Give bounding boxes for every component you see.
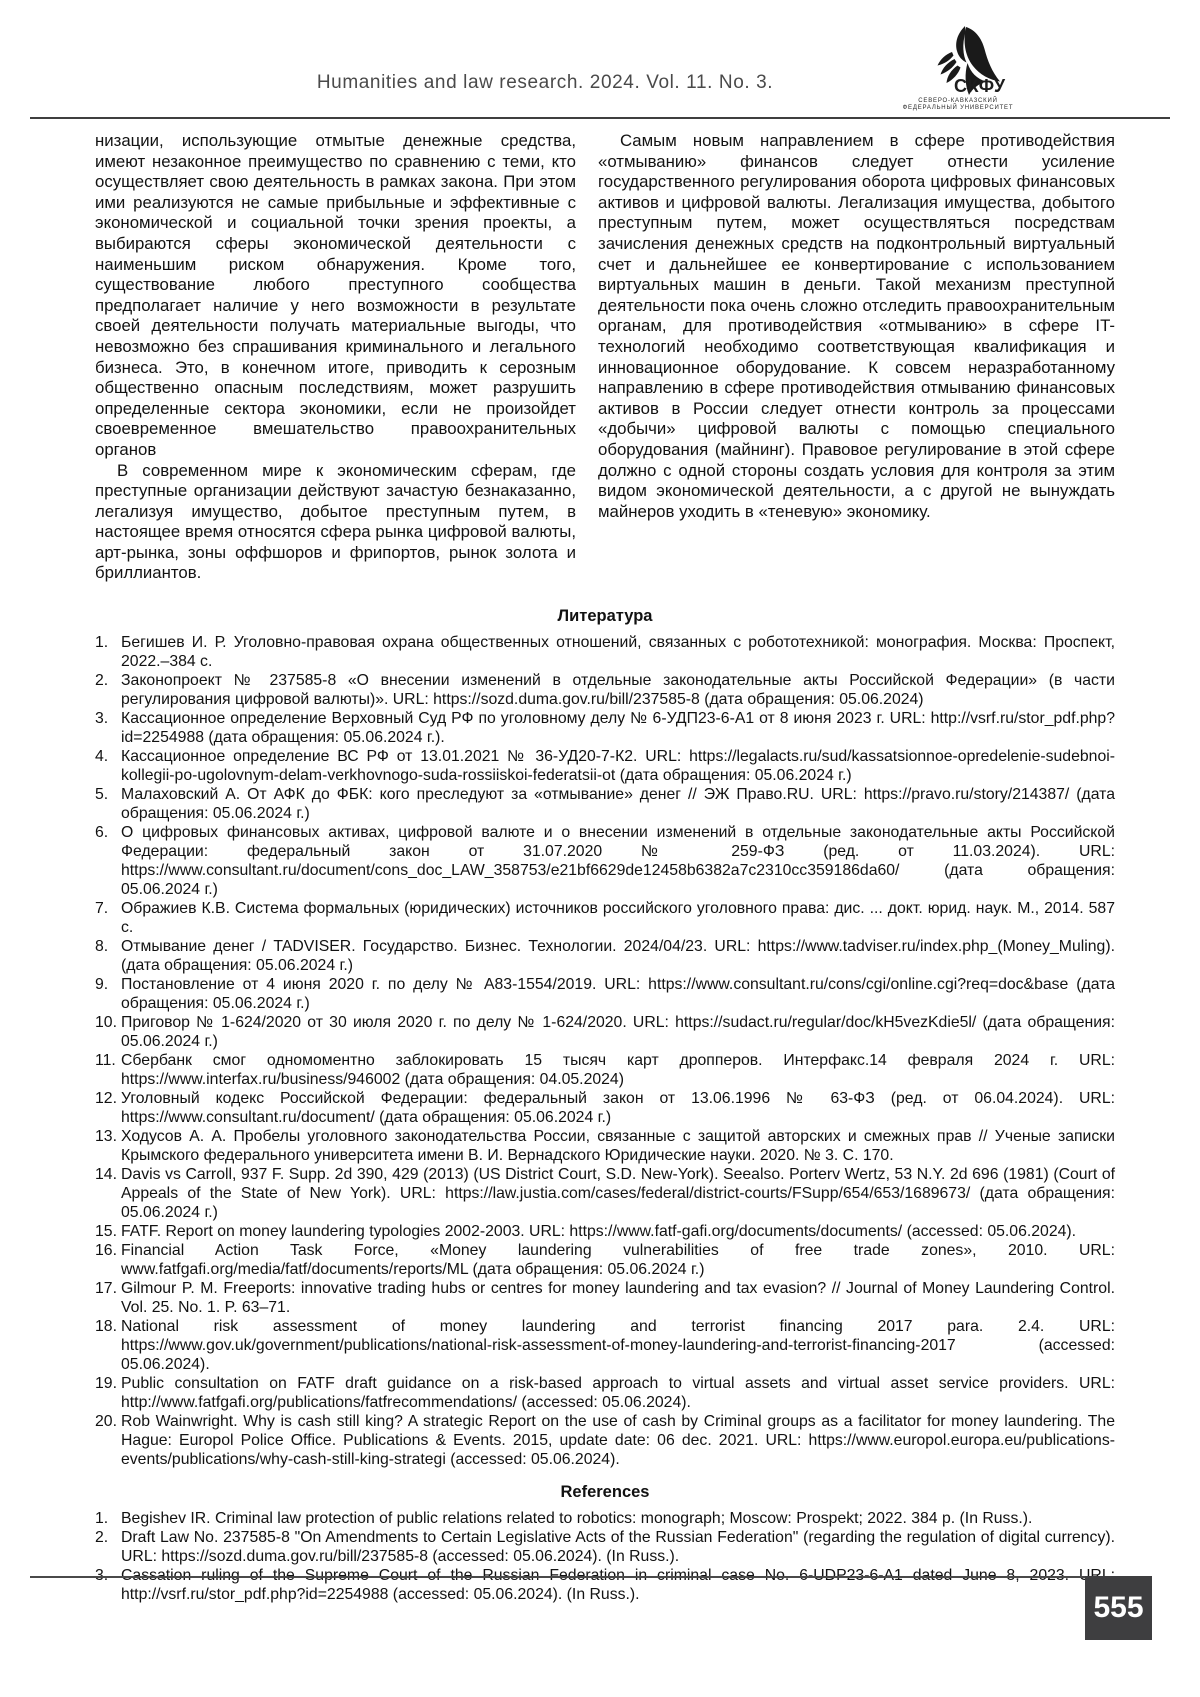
article-column-left — [95, 131, 576, 603]
literature-item: Бегишев И. Р. Уголовно-правовая охрана общественных отношений, связанных с робототехникой: монография. Москва: Проспект, 2022.–384 с. — [121, 634, 1115, 670]
literature-heading: Литература — [557, 607, 653, 625]
literature-item: Малаховский А. От АФК до ФБК: кого преследуют за «отмывание» денег // ЭЖ Право.RU. URL: https://pravo.ru/story/214387/ (дата обращения: 05.06.2024 г.) — [121, 786, 1115, 822]
literature-item: Отмывание денег / TADVISER. Государство. Бизнес. Технологии. 2024/04/23. URL: https://www.tadviser.ru/index.php_(Money_Muling). (дата обращения: 05.06.2024 г.) — [121, 938, 1115, 974]
page-number: 555 — [1093, 1591, 1144, 1624]
logo-subtitle-line1: СЕВЕРО-КАВКАЗСКИЙ — [918, 98, 998, 104]
references-item: http://vsrf.ru/stor_pdf.php?id=2254988 (accessed: 05.06.2024). (In Russ.). — [121, 1586, 640, 1603]
logo-acronym: СКФУ — [954, 76, 1006, 96]
literature-item: Законопроект № 237585-8 «О внесении изменений в отдельные законодательные акты Российской Федерации» (в части регулирования цифровой валюты)». URL: https://sozd.duma.gov.ru/bill/237585-8 (дата обращения: 05.06.2024) — [121, 672, 1115, 708]
literature-item: Приговор № 1-624/2020 от 30 июля 2020 г. по делу № 1-624/2020. URL: https://sudact.ru/regular/doc/kH5vezKdie5l/ (дата обращения: 05.06.2024 г.) — [121, 1014, 1115, 1050]
literature-item: Gilmour P. M. Freeports: innovative trading hubs or centres for money laundering and tax evasion? // Journal of Money Laundering Control. Vol. 25. No. 1. P. 63–71. — [121, 1280, 1115, 1316]
article-paragraph: низации, использующие отмытые денежные средства, имеют незаконное преимущество по сравнению с теми, кто осуществляет свою деятельность в рамках закона. При этом ими реализуются не самые прибыльные и эффективные с экономической и социальной точки зрения проекты, а выбираются сферы экономической деятельности с наименьшим риском обнаружения. Кроме того, существование любого преступного сообщества предполагает наличие у него возможности в результате своей деятельности получать материальные выгоды, что невозможно без спрашивания криминального и легального бизнеса. Это, в конечном итоге, приводить к серозным общественно опасным последствиям, может разрушить определенные сектора экономики, если не произойдет своевременное вмешательство правоохранительных органов — [95, 131, 576, 459]
page-number-badge — [1085, 1576, 1152, 1640]
references-item: Begishev IR. Criminal law protection of public relations related to robotics: monograph; Moscow: Prospekt; 2022. 384 p. (In Russ.). — [121, 1510, 1033, 1527]
article-columns — [95, 131, 1115, 603]
literature-item: О цифровых финансовых активах, цифровой валюте и о внесении изменений в отдельные законодательные акты Российской Федерации: федеральный закон от 31.07.2020 № 259-ФЗ (ред. от 11.03.2024). URL: https://www.consultant.ru/document/cons_doc_LAW_358753/e21bf6629de12458b6382a7c2310cc359186da60/ (дата обращения: 05.06.2024 г.) — [121, 824, 1115, 898]
university-logo — [894, 26, 1022, 116]
literature-item: Ходусов А. А. Пробелы уголовного законодательства России, связанные с защитой авторских и смежных прав // Ученые записки Крымского федерального университета имени В. И. Вернадского Юридические науки. 2020. № 3. С. 170. — [121, 1128, 1115, 1164]
literature-item: Rob Wainwright. Why is cash still king? A strategic Report on the use of cash by Criminal groups as a facilitator for money laundering. The Hague: Europol Police Office. Publications & Events. 2015, update date: 06 dec. 2021. URL: https://www.europol.europa.eu/publications-events/publications/why-cash-still-king-strategi (accessed: 05.06.2024). — [121, 1413, 1115, 1468]
article-paragraph: Самым новым направлением в сфере противодействия «отмыванию» финансов следует отнести усиление государственного регулирования оборота цифровых финансовых активов и цифровой валюты. Легализация имущества, добытого преступным путем, может осуществляться посредствам зачисления денежных средств на подконтрольный виртуальный счет и дальнейшее ее конвертирование с использованием виртуальных машин в деньги. Такой механизм преступной деятельности пока очень сложно отследить правоохранительным органам, для противодействия «отмыванию» в сфере IT-технологий необходимо соответствующая квалификация и инновационное оборудование. К совсем неразработанному направлению в сфере противодействия отмыванию финансовых активов в России следует отнести контроль за процессами «добычи» цифровой валюты с помощью специального оборудования (майнинг). Правовое регулирование в этой сфере должно с одной стороны создать условия для контроля за этим видом экономической деятельности, а с другой не вынуждать майнеров уходить в «теневую» экономику. — [598, 131, 1115, 521]
journal-title: Humanities and law research. 2024. Vol. 11. No. 3. — [316, 72, 774, 93]
literature-item: Сбербанк смог одномоментно заблокировать 15 тысяч карт дропперов. Интерфакс.14 февраля 2024 г. URL: https://www.interfax.ru/business/946002 (дата обращения: 04.05.2024) — [121, 1052, 1115, 1088]
literature-list — [95, 633, 1115, 1469]
header-divider — [30, 117, 1170, 119]
references-item: Draft Law No. 237585-8 "On Amendments to Certain Legislative Acts of the Russian Federation" (regarding the regulation of digital currency). URL: https://sozd.duma.gov.ru/bill/237585-8 (accessed: 05.06.2024). (In Russ.). — [121, 1529, 1115, 1565]
article-paragraph: В современном мире к экономическим сферам, где преступные организации действуют зачастую безнаказанно, легализуя имущество, добытое преступным путем, в настоящее время относятся сфера рынка цифровой валюты, арт-рынка, зоны оффшоров и фрипортов, рынок золота и бриллиантов. — [95, 460, 576, 583]
literature-item: Кассационное определение ВС РФ от 13.01.2021 № 36-УД20-7-К2. URL: https://legalacts.ru/sud/kassatsionnoe-opredelenie-sudebnoi-kollegii-po-ugolovnym-delam-verkhovnogo-suda-rossiiskoi-federatsii-ot (дата обращения: 05.06.2024 г.) — [121, 748, 1115, 784]
page-content — [95, 131, 1115, 1604]
literature-item: National risk assessment of money laundering and terrorist financing 2017 para. 2.4. URL: https://www.gov.uk/government/publications/national-risk-assessment-of-money-laundering-and-terrorist-financing-2017 (accessed: 05.06.2024). — [121, 1318, 1115, 1373]
literature-item: Кассационное определение Верховный Суд РФ по уголовному делу № 6-УДП23-6-А1 от 8 июня 2023 г. URL: http://vsrf.ru/stor_pdf.php?id=2254988 (дата обращения: 05.06.2024 г.). — [121, 710, 1115, 746]
references-list — [95, 1509, 1115, 1604]
footer-divider — [30, 1576, 1152, 1578]
references-heading: References — [560, 1483, 650, 1501]
logo-subtitle — [894, 98, 1022, 112]
logo-subtitle-line2: ФЕДЕРАЛЬНЫЙ УНИВЕРСИТЕТ — [902, 105, 1014, 111]
literature-item: Public consultation on FATF draft guidance on a risk-based approach to virtual assets and virtual asset service providers. URL: http://www.fatfgafi.org/publications/fatfrecommendations/ (accessed: 05.06.2024). — [121, 1375, 1115, 1411]
literature-item: Financial Action Task Force, «Money laundering vulnerabilities of free trade zones», 2010. URL: www.fatfgafi.org/media/fatf/documents/reports/ML (дата обращения: 05.06.2024 г.) — [121, 1242, 1115, 1278]
literature-item: Уголовный кодекс Российской Федерации: федеральный закон от 13.06.1996 № 63-ФЗ (ред. от 06.04.2024). URL: https://www.consultant.ru/document/ (дата обращения: 05.06.2024 г.) — [121, 1090, 1115, 1126]
literature-item: Ображиев К.В. Система формальных (юридических) источников российского уголовного права: дис. ... докт. юрид. наук. М., 2014. 587 с. — [121, 900, 1115, 936]
literature-item: Davis vs Carroll, 937 F. Supp. 2d 390, 429 (2013) (US District Court, S.D. New-York). Seealso. Porterv Wertz, 53 N.Y. 2d 696 (1981) (Court of Appeals of the State of New York). URL: https://law.justia.com/cases/federal/district-courts/FSupp/654/653/1689673/ (дата обращения: 05.06.2024 г.) — [121, 1166, 1115, 1221]
literature-item: Постановление от 4 июня 2020 г. по делу № А83-1554/2019. URL: https://www.consultant.ru/cons/cgi/online.cgi?req=doc&base (дата обращения: 05.06.2024 г.) — [121, 976, 1115, 1012]
journal-header — [0, 0, 1200, 118]
literature-item: FATF. Report on money laundering typologies 2002-2003. URL: https://www.fatf-gafi.org/documents/documents/ (accessed: 05.06.2024). — [121, 1223, 1077, 1240]
article-column-right — [598, 131, 1115, 603]
